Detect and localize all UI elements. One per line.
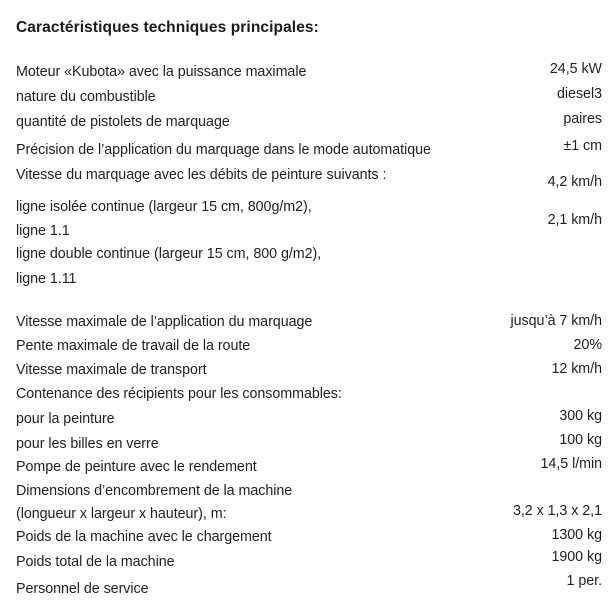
spec-row-label: ligne 1.11 [16, 271, 77, 287]
spec-row-label: pour la peinture [16, 411, 115, 427]
spec-row-label: pour les billes en verre [16, 436, 159, 452]
spec-row-value: jusqu’à 7 km/h [510, 313, 602, 329]
spec-row-value: 2,1 km/h [547, 212, 602, 228]
spec-row-value: ±1 cm [563, 138, 602, 154]
spec-row-value: 24,5 kW [549, 61, 602, 77]
spec-row-value: 4,2 km/h [547, 174, 602, 190]
spec-row-label: Précision de l’application du marquage dans le mode automatique [16, 142, 431, 158]
spec-row-label: Poids de la machine avec le chargement [16, 529, 272, 545]
spec-row-value: 100 kg [559, 432, 602, 448]
spec-row-value: 1 per. [566, 573, 602, 589]
spec-row-label: Moteur «Kubota» avec la puissance maximale [16, 64, 307, 80]
spec-row-label: Pente maximale de travail de la route [16, 338, 251, 354]
spec-row-label: Contenance des récipients pour les consommables: [16, 386, 342, 402]
spec-row-value: 20% [573, 337, 602, 353]
spec-row-label: Vitesse maximale de transport [16, 362, 207, 378]
page-title: Caractéristiques techniques principales: [16, 19, 319, 36]
spec-row-label: Pompe de peinture avec le rendement [16, 459, 257, 475]
spec-row-label: quantité de pistolets de marquage [16, 114, 230, 130]
spec-row-value: diesel3 [557, 86, 602, 102]
spec-row-label: Vitesse maximale de l’application du marquage [16, 314, 313, 330]
spec-row-label: (longueur x largeur x hauteur), m: [16, 506, 227, 522]
spec-row-label: Poids total de la machine [16, 554, 175, 570]
spec-row-label: Dimensions d’encombrement de la machine [16, 483, 293, 499]
spec-row-label: nature du combustible [16, 89, 156, 105]
spec-row-value: 1900 kg [551, 549, 602, 565]
spec-row-value: 14,5 l/min [540, 456, 602, 472]
spec-row-value: 3,2 x 1,3 x 2,1 [512, 503, 602, 519]
spec-row-label: Personnel de service [16, 581, 149, 597]
spec-row-value: 300 kg [559, 408, 602, 424]
spec-row-value: 12 km/h [551, 361, 602, 377]
spec-row-label: Vitesse du marquage avec les débits de peinture suivants : [16, 167, 387, 183]
spec-row-label: ligne isolée continue (largeur 15 cm, 800g/m2), [16, 199, 312, 215]
spec-row-label: ligne double continue (largeur 15 cm, 800 g/m2), [16, 246, 322, 262]
spec-row-label: ligne 1.1 [16, 223, 70, 239]
spec-row-value: 1300 kg [551, 527, 602, 543]
spec-row-value: paires [563, 111, 602, 127]
